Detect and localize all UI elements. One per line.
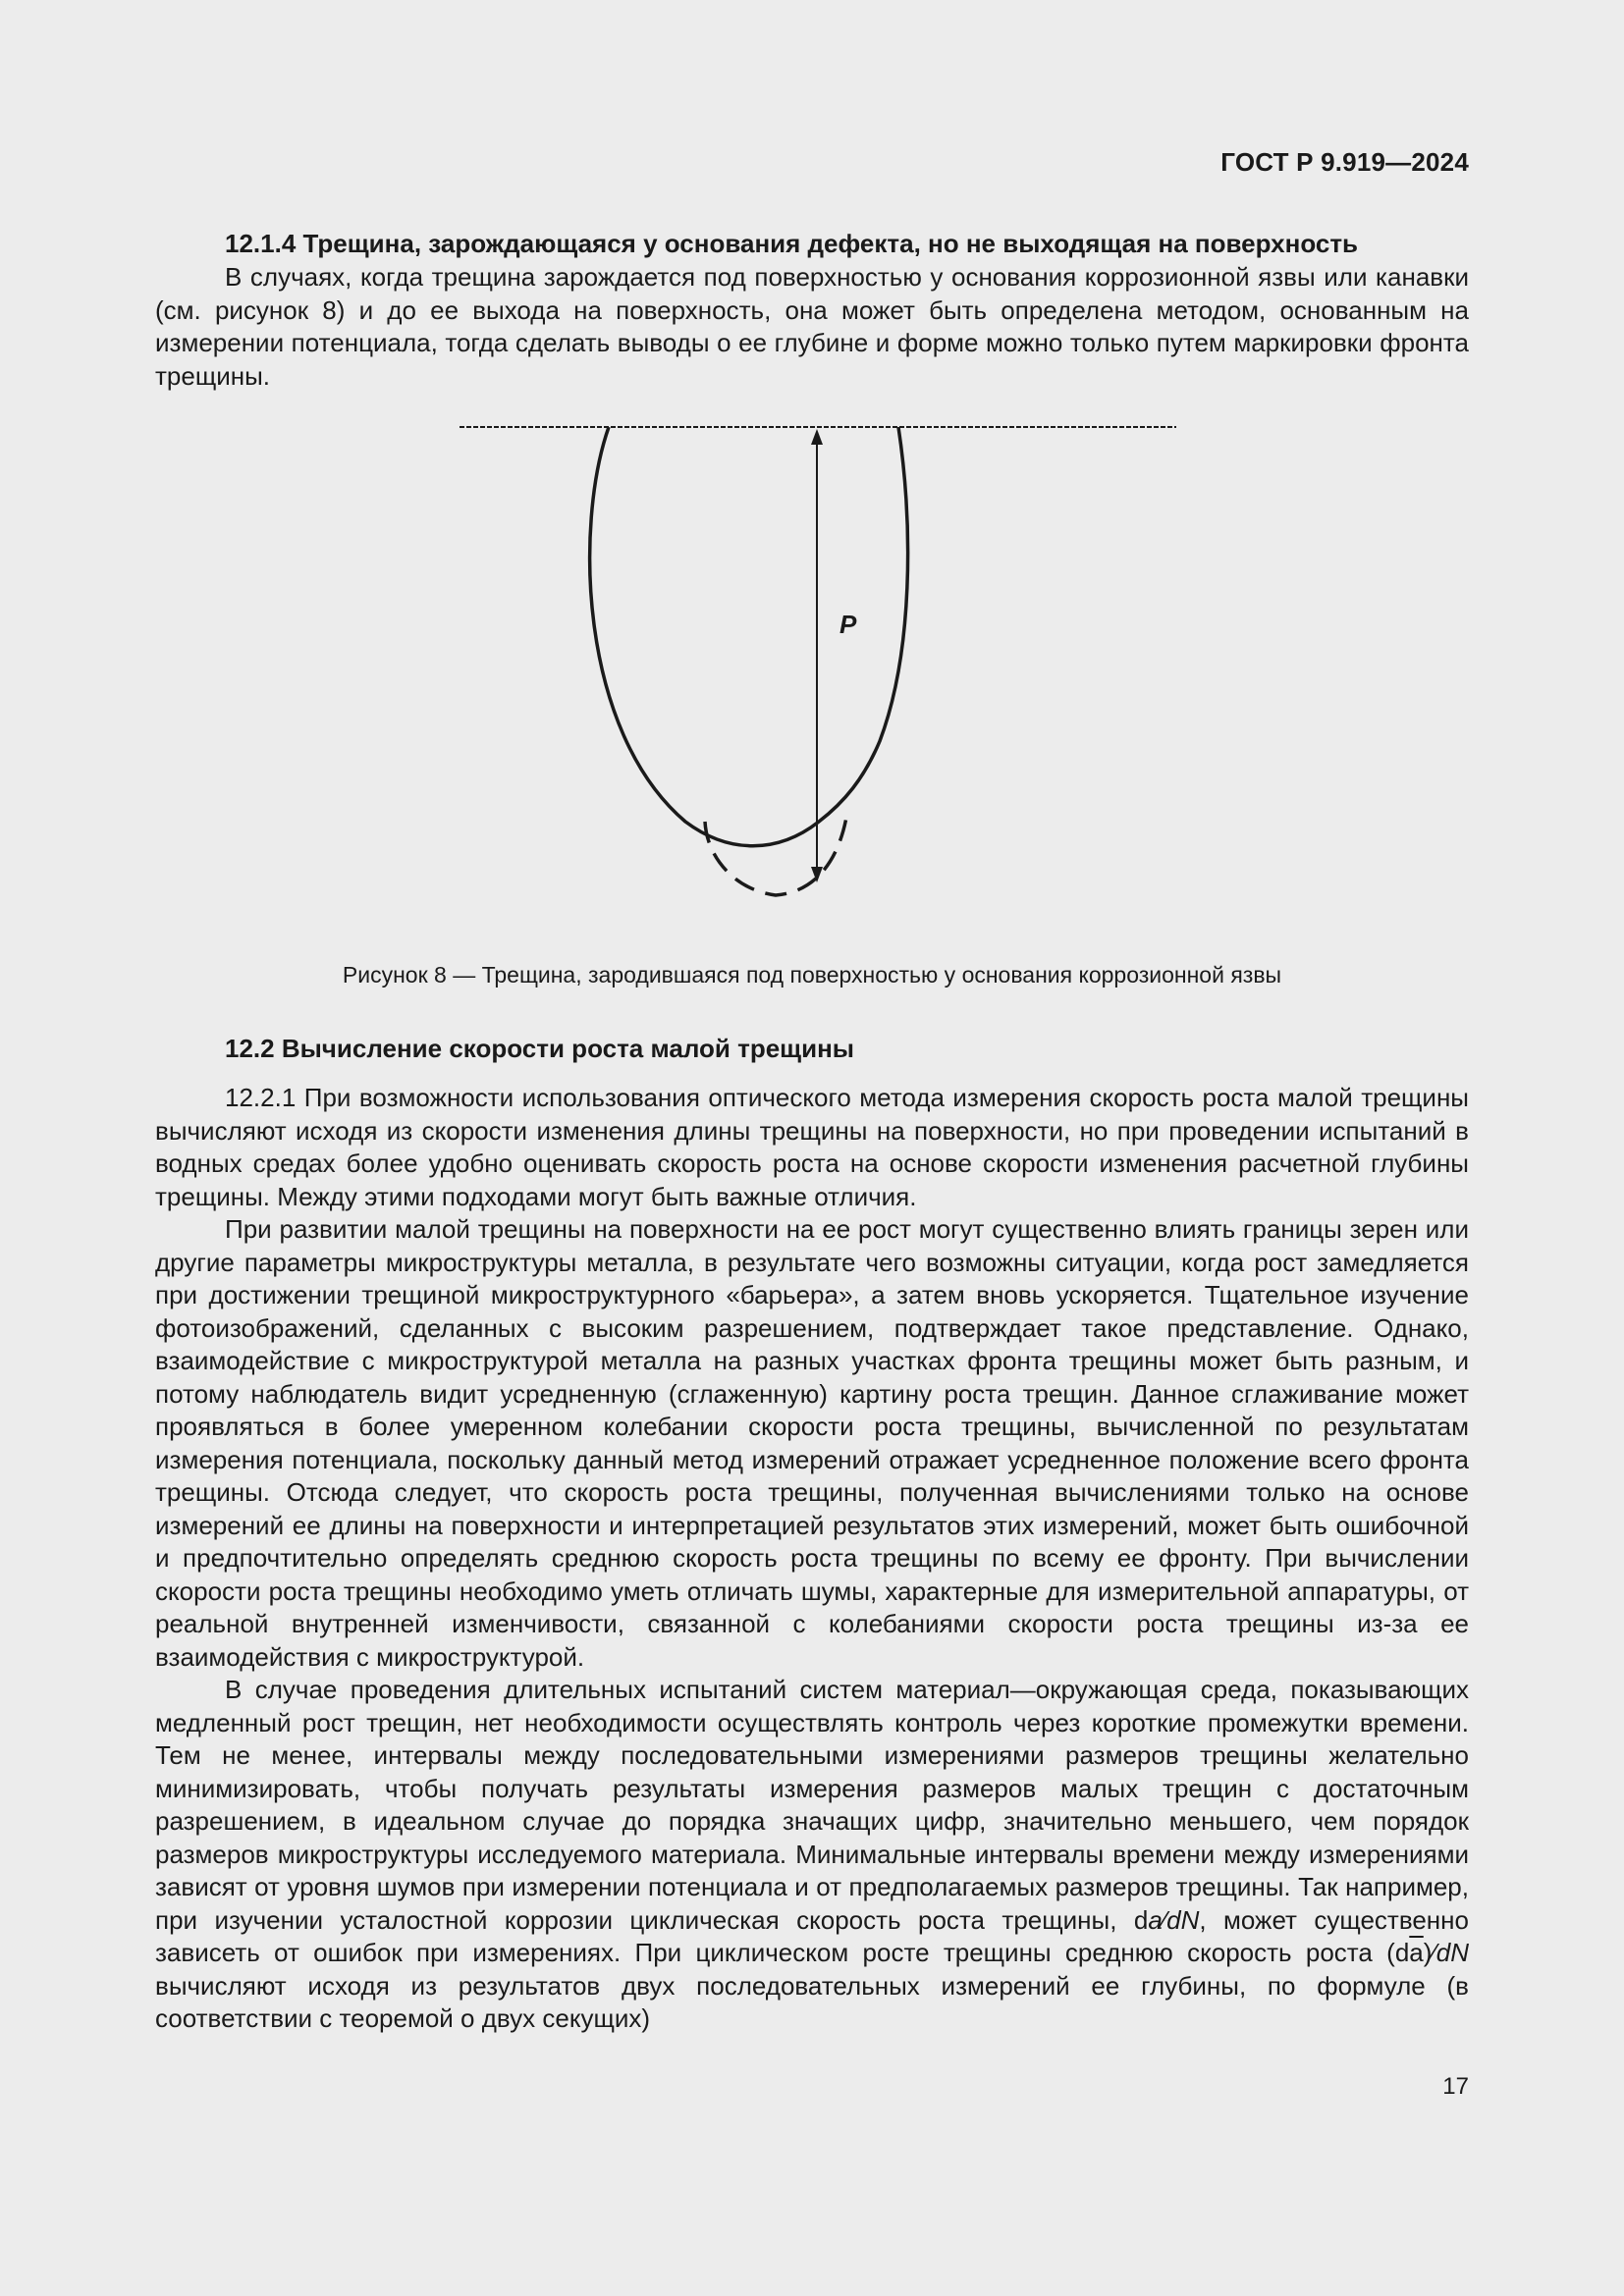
section-12-2 [155, 1031, 1469, 2036]
depth-label: P [839, 610, 857, 639]
formula-dn: dN [1435, 1938, 1469, 1967]
crack-outline [590, 427, 908, 846]
text: , может существенно зависеть от ошибок при измерениях. При циклическом росте трещины среднюю скорость роста ( [155, 1904, 1469, 1967]
crack-figure [452, 417, 1178, 928]
formula-close: )⁄ [1423, 1938, 1436, 1967]
paragraph: При развитии малой трещины на поверхности на ее рост могут существенно влиять границы зерен или другие параметры микроструктуры металла, в результате чего возможны ситуации, когда рост замедляется при достижении трещиной микроструктурного «барьера», а затем вновь ускоряется. Тщательное изучение фотоизображений, сделанных с высоким разрешением, подтверждает такое представление. Однако, взаимодействие с микроструктурой металла на разных участках фронта трещины может быть разным, и потому наблюдатель видит усредненную (сглаженную) картину роста трещин. Данное сглаживание может проявляться в более умеренном колебании скорости роста трещины, вычисленной по результатам измерения потенциала, поскольку данный метод измерений отражает усредненное положение всего фронта трещины. Отсюда следует, что скорость роста трещины, полученная вычислениями только на основе измерений ее длины на поверхности и интерпретацией результатов этих измерений, может быть ошибочной и предпочтительно определять среднюю скорость роста трещины по всему ее фронту. При вычислении скорости роста трещины необходимо уметь отличать шумы, характерные для измерительной аппаратуры, от реальной внутренней изменчивости, связанной с колебаниями скорости роста трещины из-за ее взаимодействия с микроструктурой. [155, 1214, 1469, 1672]
section-12-1-4 [155, 226, 1469, 393]
paragraph-with-formula [155, 1674, 1469, 2036]
paragraph-12-2-1: 12.2.1 При возможности использования оптического метода измерения скорость роста малой трещины вычисляют исходя из скорости изменения длины трещины на поверхности, но при проведении испытаний в водных средах более удобно оценивать скорость роста на основе скорости изменения расчетной глубины трещины. Между этими подходами могут быть важные отличия. [155, 1083, 1469, 1211]
text: вычисляют исходя из результатов двух последовательных измерений ее глубины, по формуле (в соответствии с теоремой о двух секущих) [155, 1970, 1469, 2033]
formula-slash: ⁄ [1162, 1904, 1167, 1935]
page-number: 17 [1442, 2073, 1469, 2100]
paragraph: В случаях, когда трещина зарождается под поверхностью у основания коррозионной язвы или канавки (см. рисунок 8) и до ее выхода на поверхность, она может быть определена методом, основанным на измерении потенциала, тогда сделать выводы о ее глубине и форме можно только путем маркировки фронта трещины. [155, 262, 1469, 391]
section-title: 12.2 Вычисление скорости роста малой трещины [225, 1034, 854, 1063]
document-header: ГОСТ Р 9.919—2024 [1220, 147, 1469, 177]
formula-dn: dN [1166, 1904, 1200, 1935]
formula-d: d [1394, 1938, 1410, 1967]
figure-caption: Рисунок 8 — Трещина, зародившаяся под поверхностью у основания коррозионной язвы [342, 962, 1282, 988]
crack-front-dashed [705, 812, 847, 895]
arrow-head-top [811, 429, 823, 445]
text: В случае проведения длительных испытаний систем материал—окружающая среда, показывающих медленный рост трещин, нет необходимости осуществлять контроль через короткие промежутки времени. Тем не менее, интервалы между последовательными измерениями размеров трещины желательно минимизировать, чтобы получать результаты измерения размеров малых трещин с достаточным разрешением, в идеальном случае до порядка значащих цифр, значительно меньшего, чем порядок размеров микроструктуры исследуемого материала. Минимальные интервалы времени между измерениями зависят от уровня шумов при измерении потенциала и от предполагаемых размеров трещины. Так например, при изучении усталостной коррозии циклическая скорость роста трещины, [155, 1675, 1469, 1935]
section-title: 12.1.4 Трещина, зарождающаяся у основания дефекта, но не выходящая на поверхность [225, 229, 1359, 258]
formula-a-bar: $\overline{a}$ [1409, 1938, 1424, 1967]
formula-a: a [1148, 1904, 1163, 1935]
formula-d: d [1133, 1904, 1149, 1935]
